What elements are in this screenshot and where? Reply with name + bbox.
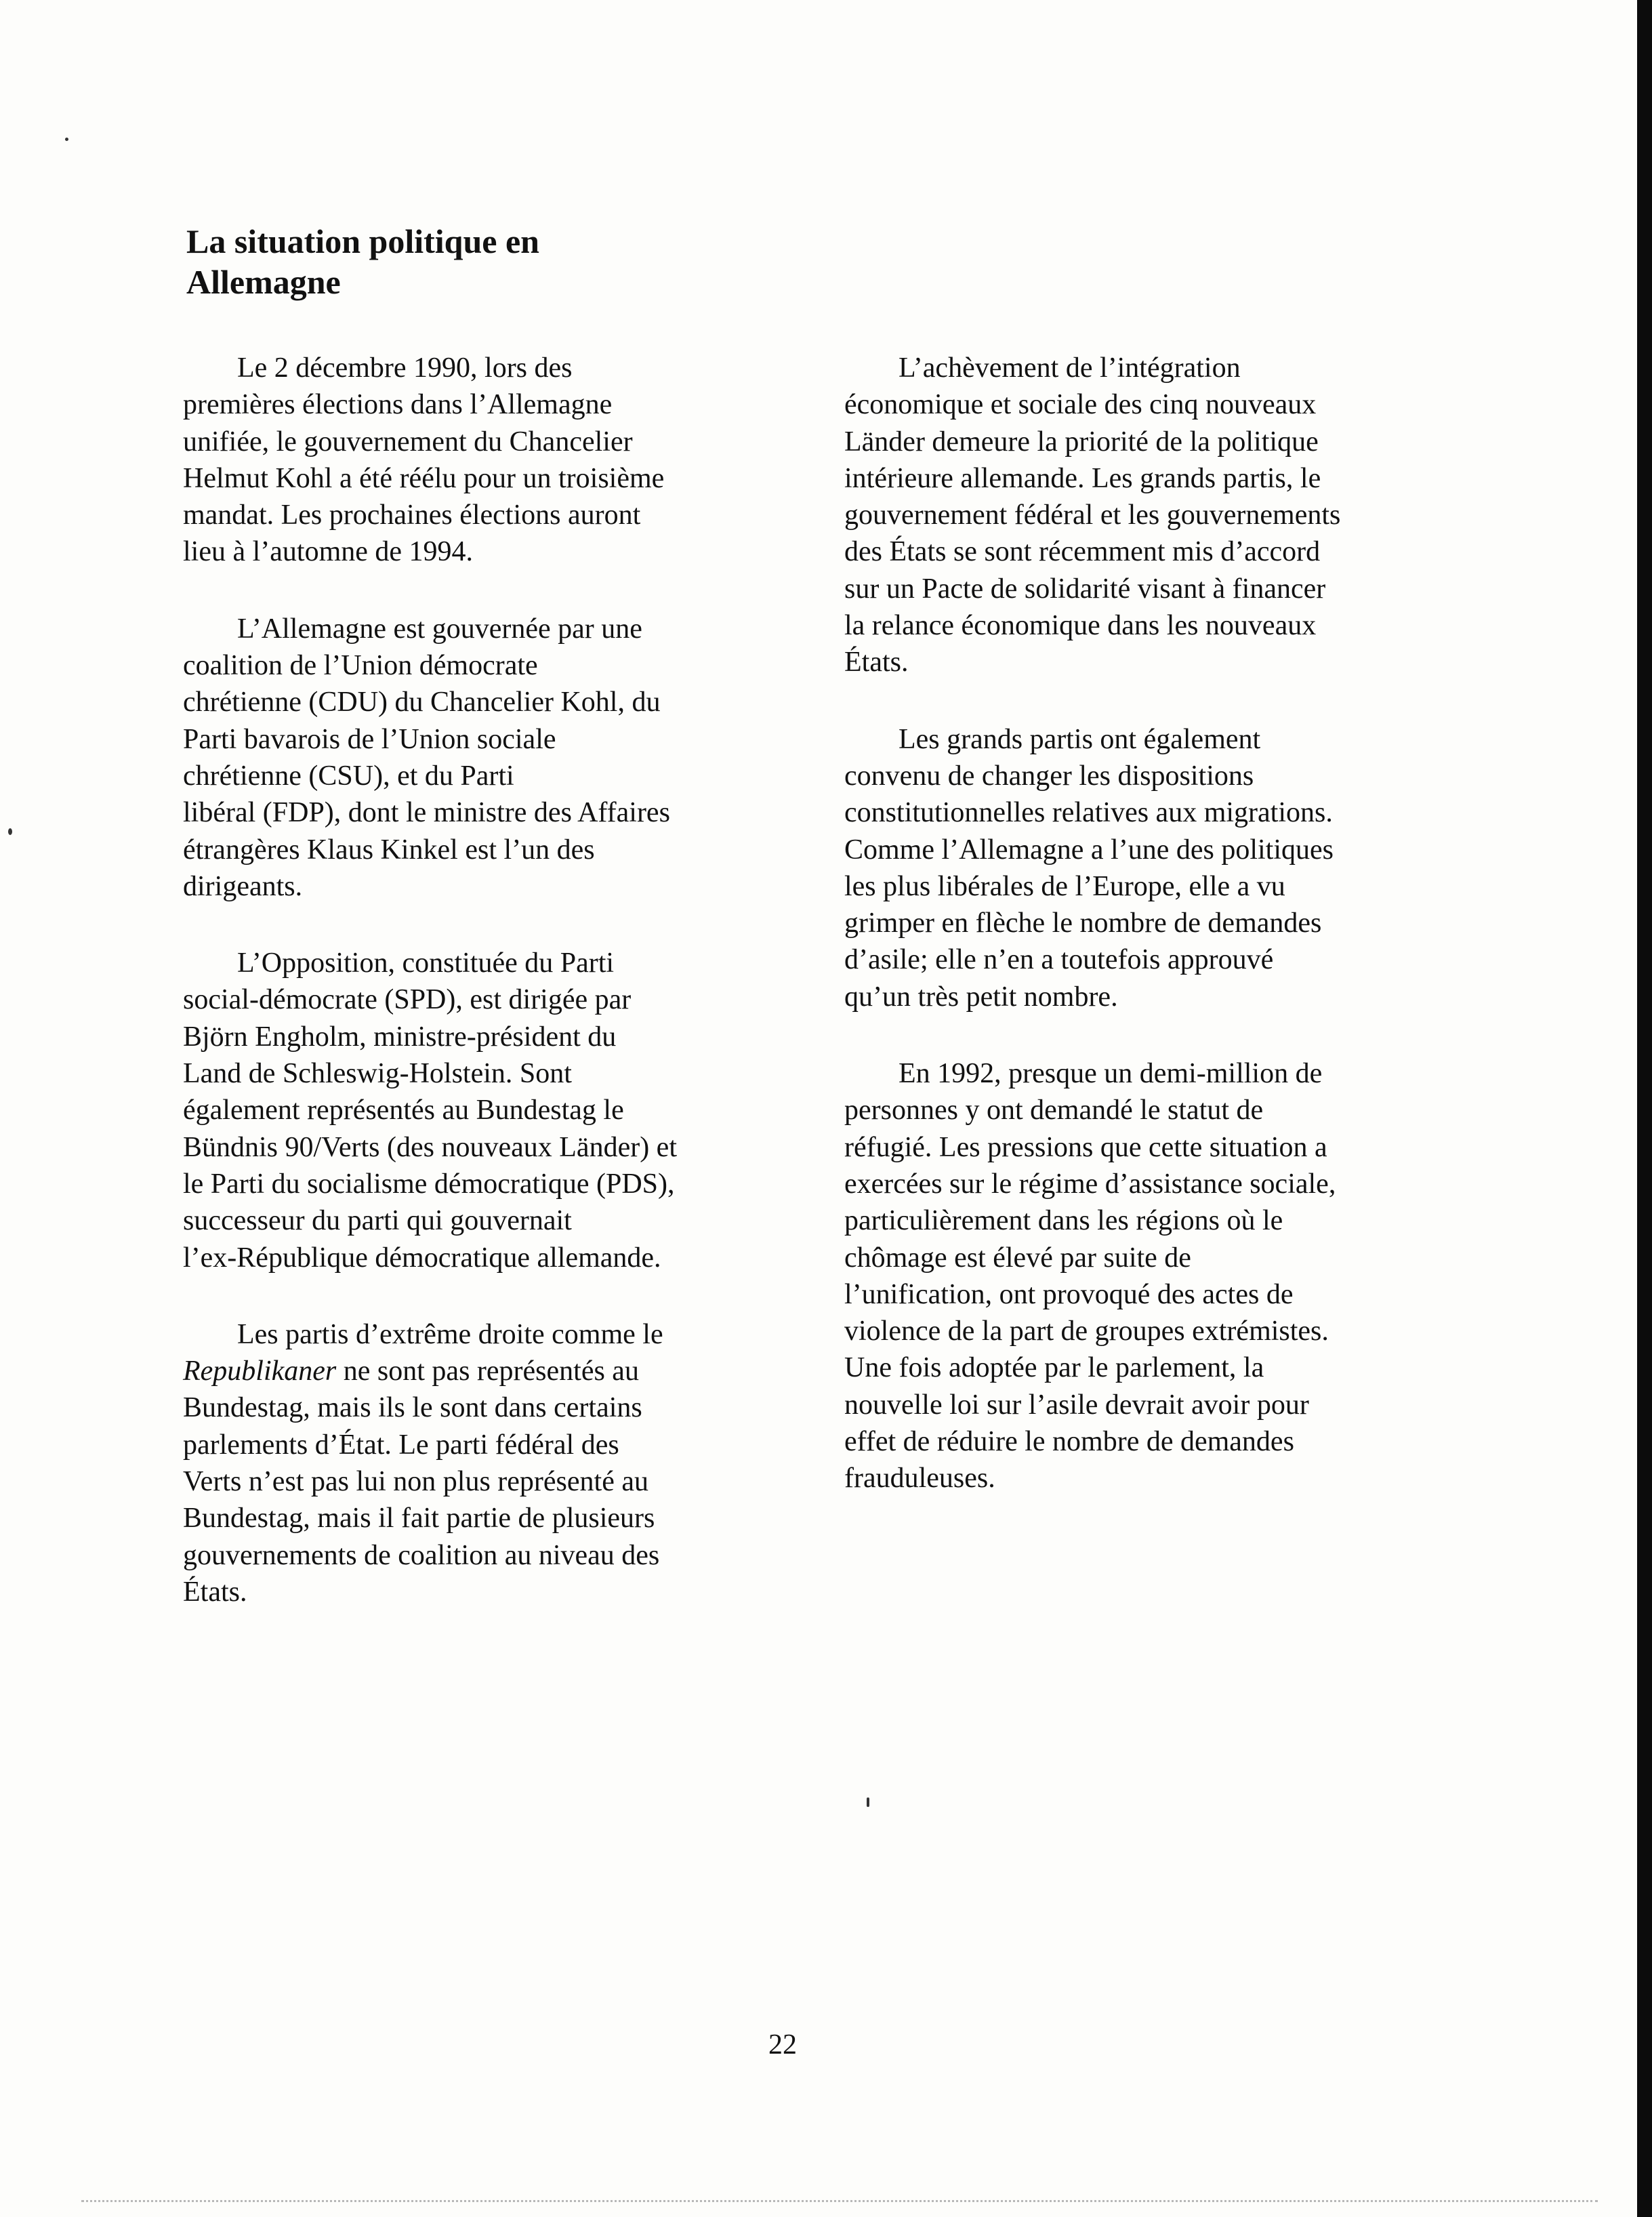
text-line: frauduleuses. xyxy=(844,1463,995,1494)
text-line: Land de Schleswig-Holstein. Sont xyxy=(183,1058,572,1090)
text-line: dirigeants. xyxy=(183,870,303,902)
text-line: les plus libérales de l’Europe, elle a vu xyxy=(844,870,1285,902)
party-name-italic: Republikaner xyxy=(183,1356,337,1387)
text-line: particulièrement dans les régions où le xyxy=(844,1205,1283,1237)
text-line: convenu de changer les dispositions xyxy=(844,760,1254,792)
text-line: Les grands partis ont également xyxy=(899,723,1261,755)
text-line: effet de réduire le nombre de demandes xyxy=(844,1426,1294,1458)
text-line: intérieure allemande. Les grands partis, le xyxy=(844,462,1321,494)
text-line: violence de la part de groupes extrémistes. xyxy=(844,1316,1329,1347)
right-column xyxy=(844,350,1441,1537)
text-line: Bundestag, mais ils le sont dans certains xyxy=(183,1392,642,1424)
text-line: qu’un très petit nombre. xyxy=(844,981,1118,1013)
text-line: également représentés au Bundestag le xyxy=(183,1095,624,1126)
page-title xyxy=(186,221,661,302)
scan-speck xyxy=(8,828,12,835)
text-line: la relance économique dans les nouveaux xyxy=(844,610,1317,642)
text-line: sur un Pacte de solidarité visant à financer xyxy=(844,573,1326,605)
scan-speck xyxy=(867,1797,869,1807)
text-line: mandat. Les prochaines élections auront xyxy=(183,500,641,531)
text-line: l’unification, ont provoqué des actes de xyxy=(844,1278,1294,1310)
scan-bottom-noise xyxy=(81,2200,1598,2205)
paragraph-asylum xyxy=(844,1055,1441,1497)
left-column xyxy=(183,350,779,1650)
text-line: Verts n’est pas lui non plus représenté au xyxy=(183,1466,648,1498)
text-line: États. xyxy=(183,1576,247,1608)
scan-edge-shadow xyxy=(1637,0,1652,2217)
text-line: Une fois adoptée par le parlement, la xyxy=(844,1352,1264,1384)
text-line: chômage est élevé par suite de xyxy=(844,1242,1191,1274)
text-line: libéral (FDP), dont le ministre des Affaires xyxy=(183,797,670,829)
paragraph-elections xyxy=(183,350,779,571)
text-line: Björn Engholm, ministre-président du xyxy=(183,1021,617,1053)
text-line: chrétienne (CDU) du Chancelier Kohl, du xyxy=(183,687,661,718)
title-line: La situation politique en xyxy=(186,222,539,260)
text-line: l’ex-République démocratique allemande. xyxy=(183,1242,661,1274)
paragraph-migration xyxy=(844,721,1441,1015)
text-line: personnes y ont demandé le statut de xyxy=(844,1095,1264,1126)
text-line: des États se sont récemment mis d’accord xyxy=(844,536,1321,568)
text-line-italic: Republikaner ne sont pas représentés au xyxy=(183,1356,639,1387)
page-number: 22 xyxy=(768,2029,797,2060)
text-line: le Parti du socialisme démocratique (PDS), xyxy=(183,1168,675,1200)
text-line: Le 2 décembre 1990, lors des xyxy=(237,352,573,384)
text-line: social-démocrate (SPD), est dirigée par xyxy=(183,984,632,1016)
text-line: premières élections dans l’Allemagne xyxy=(183,389,613,421)
text-line: économique et sociale des cinq nouveaux xyxy=(844,389,1317,421)
title-line: Allemagne xyxy=(186,263,341,301)
text-line: Parti bavarois de l’Union sociale xyxy=(183,723,556,755)
paragraph-coalition xyxy=(183,611,779,905)
scan-speck xyxy=(65,138,68,141)
text-line: successeur du parti qui gouvernait xyxy=(183,1205,572,1237)
text-line: parlements d’État. Le parti fédéral des xyxy=(183,1429,619,1461)
text-line: grimper en flèche le nombre de demandes xyxy=(844,908,1322,939)
text-line: Comme l’Allemagne a l’une des politiques xyxy=(844,834,1334,866)
text-line: Helmut Kohl a été réélu pour un troisième xyxy=(183,462,665,494)
text-line: gouvernements de coalition au niveau des xyxy=(183,1539,660,1571)
text-line: d’asile; elle n’en a toutefois approuvé xyxy=(844,944,1274,976)
text-line: Bündnis 90/Verts (des nouveaux Länder) et xyxy=(183,1131,677,1163)
text-line: Länder demeure la priorité de la politique xyxy=(844,426,1319,457)
text-line: nouvelle loi sur l’asile devrait avoir pour xyxy=(844,1389,1309,1421)
text-line: lieu à l’automne de 1994. xyxy=(183,536,474,568)
text-line: coalition de l’Union démocrate xyxy=(183,650,538,682)
text-line: constitutionnelles relatives aux migrations. xyxy=(844,797,1333,829)
text-line: Les partis d’extrême droite comme le xyxy=(237,1318,663,1350)
text-line: étrangères Klaus Kinkel est l’un des xyxy=(183,834,595,866)
text-line: réfugié. Les pressions que cette situation a xyxy=(844,1131,1327,1163)
text-line: L’achèvement de l’intégration xyxy=(899,352,1241,384)
text-line: unifiée, le gouvernement du Chancelier xyxy=(183,426,633,457)
text-line: gouvernement fédéral et les gouvernements xyxy=(844,500,1341,531)
text-line: Bundestag, mais il fait partie de plusieurs xyxy=(183,1503,655,1534)
paragraph-opposition xyxy=(183,945,779,1276)
paragraph-far-right xyxy=(183,1316,779,1610)
paragraph-integration xyxy=(844,350,1441,681)
text-line: L’Allemagne est gouvernée par une xyxy=(237,613,642,645)
text-line: exercées sur le régime d’assistance sociale, xyxy=(844,1168,1336,1200)
text-line: chrétienne (CSU), et du Parti xyxy=(183,760,514,792)
text-line: États. xyxy=(844,647,909,678)
text-line: En 1992, presque un demi-million de xyxy=(899,1058,1323,1090)
text-line: L’Opposition, constituée du Parti xyxy=(237,948,615,979)
